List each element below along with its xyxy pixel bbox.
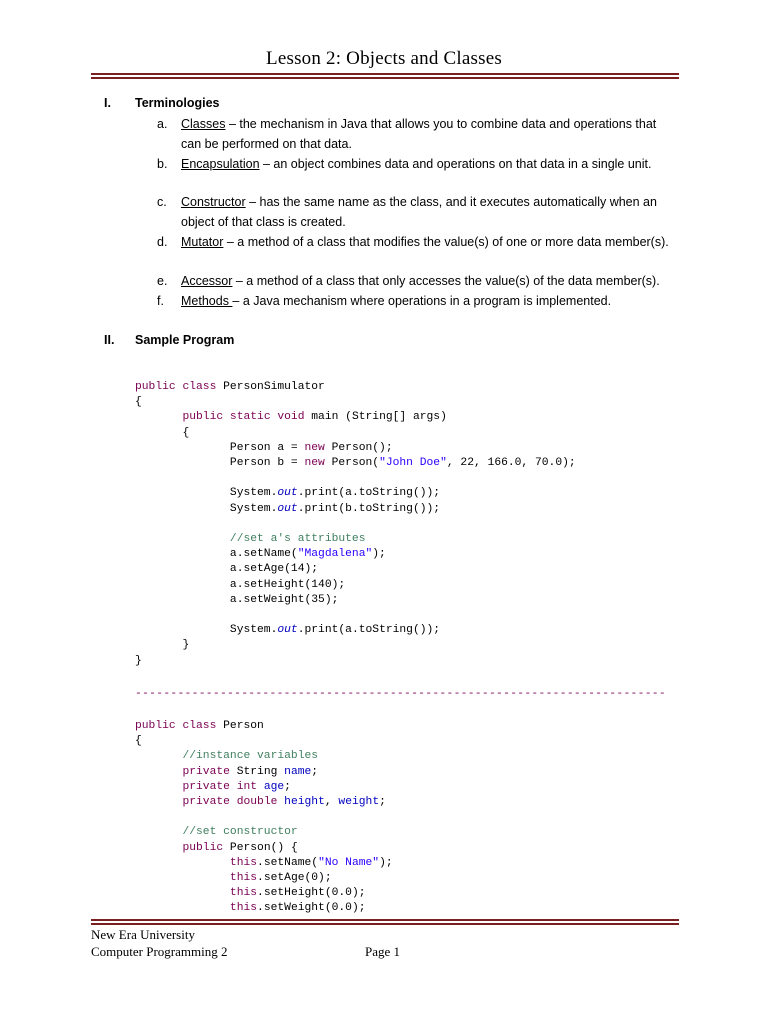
term-accessor: e. Accessor – a method of a class that only accesses the value(s) of the data member(s). xyxy=(157,274,660,288)
term-classes: a. Classes – the mechanism in Java that allows you to combine data and operations that can be performed on that data. xyxy=(157,117,657,151)
code-line: a.setWeight(35); xyxy=(135,593,339,606)
code-line: System.out.print(b.toString()); xyxy=(135,502,441,515)
footer-page-number: Page 1 xyxy=(365,944,401,959)
code-line: a.setName("Magdalena"); xyxy=(135,548,386,561)
footer-rule xyxy=(91,919,679,925)
code-line: this.setHeight(0.0); xyxy=(229,887,366,900)
code-block-person-simulator xyxy=(135,380,576,669)
code-line: } xyxy=(135,654,142,667)
code-line: public static void main (String[] args) xyxy=(182,411,447,424)
code-line: public Person() { xyxy=(182,841,298,854)
code-line: public class Person xyxy=(135,720,264,732)
footer-university: New Era University xyxy=(91,927,195,942)
code-line: private double height, weight; xyxy=(182,796,386,809)
code-block-person xyxy=(135,719,393,917)
section-heading-sample-program: II. Sample Program xyxy=(104,333,235,347)
code-line: a.setHeight(140); xyxy=(135,578,346,591)
code-line: //set constructor xyxy=(135,826,298,839)
code-line: public class PersonSimulator xyxy=(135,381,325,393)
header-rule xyxy=(91,73,679,79)
separator-line: --------------------------------------------------------------------------- xyxy=(135,688,666,700)
term-methods: f. Methods – a Java mechanism where operations in a program is implemented. xyxy=(157,294,612,308)
code-line: a.setAge(14); xyxy=(135,563,319,576)
code-line: } xyxy=(135,639,190,652)
code-line: { xyxy=(135,735,142,748)
term-mutator: d. Mutator – a method of a class that modifies the value(s) of one or more data member(s). xyxy=(157,235,669,249)
section-heading-terminologies: I. Terminologies xyxy=(104,96,220,110)
code-line: //set a's attributes xyxy=(135,533,366,546)
page-title: Lesson 2: Objects and Classes xyxy=(266,48,502,69)
code-line: System.out.print(a.toString()); xyxy=(135,487,441,500)
code-line: Person a = new Person(); xyxy=(135,441,393,454)
code-line: //instance variables xyxy=(135,750,319,763)
term-constructor: c. Constructor – has the same name as the class, and it executes automatically when an object of that class is created. xyxy=(157,195,657,229)
code-line: { xyxy=(135,396,142,409)
term-encapsulation: b. Encapsulation – an object combines data and operations on that data in a single unit. xyxy=(157,157,652,171)
code-line: private int age; xyxy=(182,780,291,793)
code-line: { xyxy=(135,426,190,439)
code-line: this.setWeight(0.0); xyxy=(229,902,366,915)
code-line: this.setName("No Name"); xyxy=(229,856,393,869)
footer-course: Computer Programming 2 xyxy=(91,944,228,959)
code-line: private String name; xyxy=(182,765,319,778)
code-line: System.out.print(a.toString()); xyxy=(135,624,441,637)
code-line: Person b = new Person("John Doe", 22, 166.0, 70.0); xyxy=(135,457,576,470)
code-line: this.setAge(0); xyxy=(229,872,332,885)
